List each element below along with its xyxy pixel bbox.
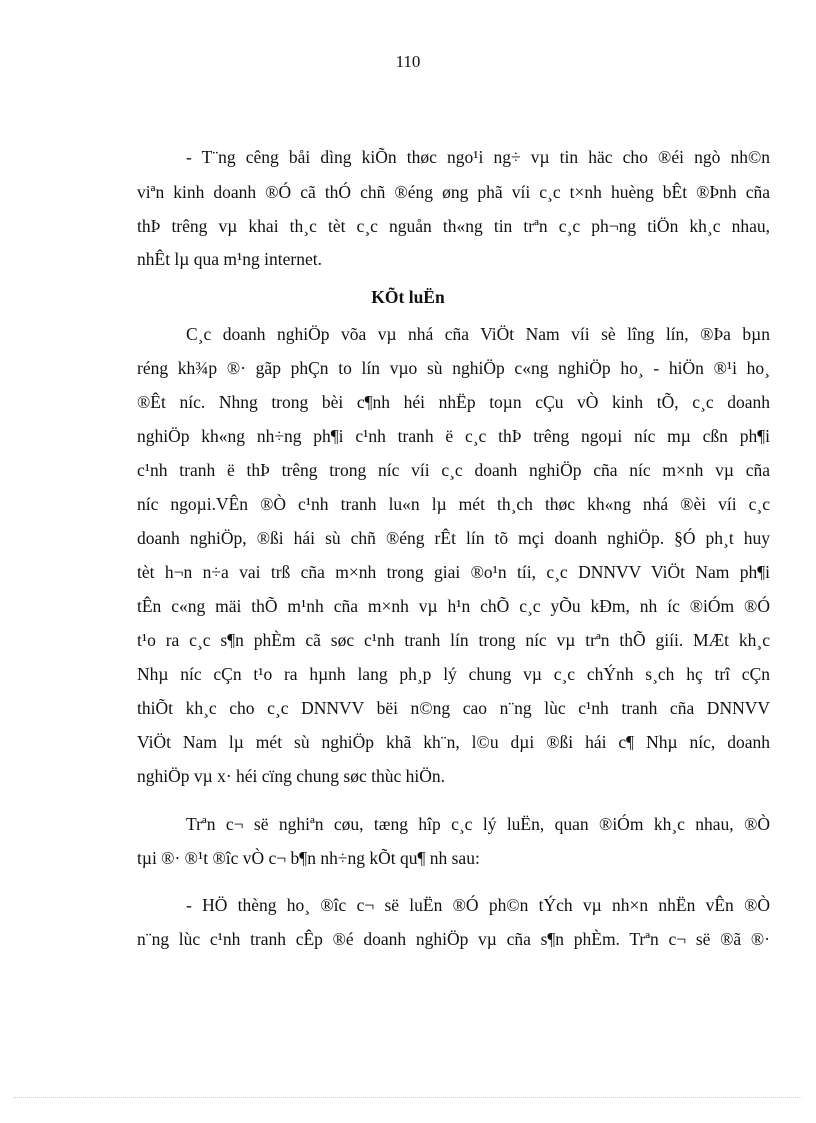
section-heading: KÕt luËn [371, 287, 445, 307]
text-line: nhÊt lµ qua m¹ng internet. [137, 249, 322, 269]
text-line: c¹nh tranh ë thÞ trêng trong níc víi c¸c doanh nghiÖp cña níc m×nh vµ cña [137, 460, 770, 480]
text-line: - HÖ thèng ho¸ ®îc c¬ së luËn ®Ó ph©n tÝch vµ nh×n nhËn vÊn ®Ò [186, 895, 770, 915]
text-line: viªn kinh doanh ®Ó cã thÓ chñ ®éng øng phã víi c¸c t×nh huèng bÊt ®Þnh cña [137, 182, 770, 202]
text-line: thÞ trêng vµ khai th¸c tèt c¸c nguån th«ng tin trªn c¸c ph¬ng tiÖn kh¸c nhau, [137, 216, 770, 236]
text-line: réng kh¾p ®· gãp phÇn to lín vµo sù nghiÖp c«ng nghiÖp ho¸ - hiÖn ®¹i ho¸ [137, 358, 770, 378]
page-number: 110 [395, 52, 421, 71]
text-line: nghiÖp vµ x· héi cïng chung søc thùc hiÖn. [137, 766, 446, 786]
text-line: níc ngoµi.VÊn ®Ò c¹nh tranh lu«n lµ mét th¸ch thøc kh«ng nhá ®èi víi c¸c [137, 494, 770, 514]
text-line: ViÖt Nam lµ mét sù nghiÖp khã kh¨n, l©u dµi ®ßi hái c¶ Nhµ níc, doanh [137, 732, 770, 752]
text-line: tµi ®· ®¹t ®îc vÒ c¬ b¶n nh÷ng kÕt qu¶ nh sau: [137, 848, 480, 868]
text-line: t¹o ra c¸c s¶n phÈm cã søc c¹nh tranh lín trong níc vµ trªn thÕ giíi. MÆt kh¸c [137, 630, 770, 650]
text-line: tÊn c«ng mäi thÕ m¹nh cña m×nh vµ h¹n chÕ c¸c yÕu kÐm, nh íc ®iÓm ®Ó [137, 596, 770, 616]
text-line: thiÕt kh¸c cho c¸c DNNVV bëi n©ng cao n¨ng lùc c¹nh tranh cña DNNVV [137, 698, 770, 718]
text-line: - T¨ng cêng båi dìng kiÕn thøc ngo¹i ng÷ vµ tin häc cho ®éi ngò nh©n [186, 147, 770, 167]
text-line: C¸c doanh nghiÖp võa vµ nhá cña ViÖt Nam víi sè lîng lín, ®Þa bµn [186, 324, 770, 344]
text-line: doanh nghiÖp, ®ßi hái sù chñ ®éng rÊt lín tõ mçi doanh nghiÖp. §Ó ph¸t huy [137, 528, 770, 548]
text-line: Nhµ níc cÇn t¹o ra hµnh lang ph¸p lý chung vµ c¸c chÝnh s¸ch hç trî cÇn [137, 664, 770, 684]
text-line: Trªn c¬ së nghiªn cøu, tæng hîp c¸c lý luËn, quan ®iÓm kh¸c nhau, ®Ò [186, 814, 770, 834]
text-line: n¨ng lùc c¹nh tranh cÊp ®é doanh nghiÖp vµ cña s¶n phÈm. Trªn c¬ së ®ã ®· [137, 929, 770, 949]
text-line: ®Êt níc. Nhng trong bèi c¶nh héi nhËp toµn cÇu vÒ kinh tÕ, c¸c doanh [137, 392, 770, 412]
page-bottom-border [14, 1097, 802, 1098]
text-line: nghiÖp kh«ng nh÷ng ph¶i c¹nh tranh ë c¸c thÞ trêng ngoµi níc mµ cßn ph¶i [137, 426, 770, 446]
text-line: tèt h¬n n÷a vai trß cña m×nh trong giai ®o¹n tíi, c¸c DNNVV ViÖt Nam ph¶i [137, 562, 770, 582]
